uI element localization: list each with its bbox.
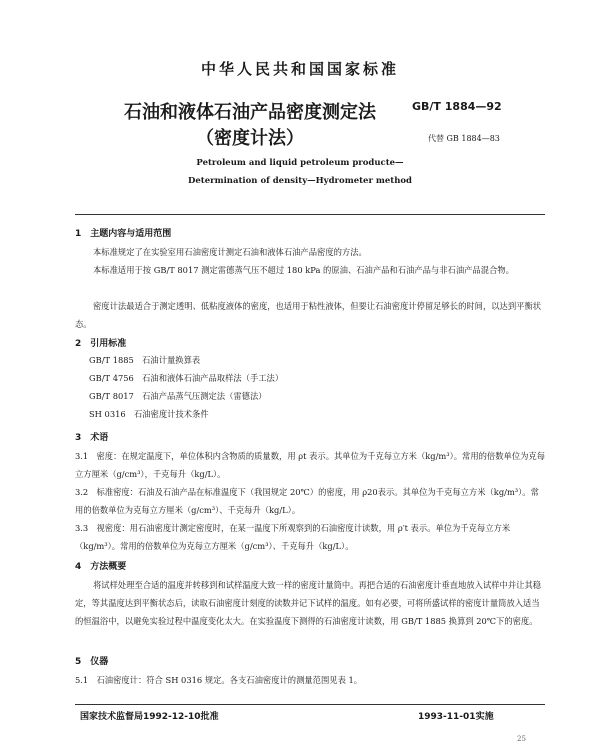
english-title-line1: Petroleum and liquid petroleum producte— [196,158,404,168]
section-1-paragraph-2: 本标准适用于按 GB/T 8017 测定雷德蒸气压不超过 180 kPa 的原油、石油产品和石油产品与非石油产品混合物。 [93,265,514,275]
section-1-paragraph-3: 密度计法最适合于测定透明、低粘度液体的密度，也适用于粘性液体，但要让石油密度计停留足够长的时间，以达到平衡状态。 [75,301,542,329]
section-4-heading: 4 方法概要 [75,562,127,572]
reference-item: GB/T 8017 石油产品蒸气压测定法（雷德法） [89,391,267,401]
page-number: 25 [517,735,526,743]
section-3-heading: 3 术语 [75,433,109,443]
section-2-heading: 2 引用标准 [75,339,127,349]
section-1-paragraph-1: 本标准规定了在实验室用石油密度计测定石油和液体石油产品密度的方法。 [93,247,367,257]
reference-item: SH 0316 石油密度计技术条件 [89,409,209,419]
instrument-hydrometer: 5.1 石油密度计：符合 SH 0316 规定。各支石油密度计的测量范围见表 1。 [75,675,363,685]
standard-number: GB/T 1884—92 [412,100,502,113]
header-divider [75,214,545,215]
implementation-date: 1993-11-01实施 [418,712,494,722]
english-title-line2: Determination of density—Hydrometer method [187,176,413,186]
document-subtitle: （密度计法） [196,128,304,149]
reference-item: GB/T 4756 石油和液体石油产品取样法（手工法） [89,373,284,383]
section-1-heading: 1 主题内容与适用范围 [75,229,172,239]
reference-item: GB/T 1885 石油计量换算表 [89,355,201,365]
section-5-heading: 5 仪器 [75,657,109,667]
replaces-standard: 代替 GB 1884—83 [428,134,500,143]
term-apparent-density: 3.3 视密度：用石油密度计测定密度时，在某一温度下所观察到的石油密度计读数，用 ρ′t 表示。单位为千克每立方米（kg/m³）。常用的倍数单位为克每立方厘米（g/cm³）、千克每升（kg/L）。 [75,523,511,551]
term-density: 3.1 密度：在规定温度下，单位体积内含物质的质量数，用 ρt 表示。其单位为千克每立方米（kg/m³）。常用的倍数单位为克每立方厘米（g/cm³），千克每升（kg/L）。 [75,451,546,479]
section-4-paragraph: 将试样处理至合适的温度并转移到和试样温度大致一样的密度计量筒中。再把合适的石油密度计垂直地放入试样中并让其稳定，等其温度达到平衡状态后，读取石油密度计刻度的读数并记下试样的温度。如有必要，可将所盛试样的密度计量筒放入适当的恒温浴中，以避免实验过程中温度变化太大。在实验温度下测得的石油密度计读数，用 GB/T 1885 换算到 20℃下的密度。 [75,580,542,626]
term-standard-density: 3.2 标准密度：石油及石油产品在标准温度下（我国规定 20℃）的密度，用 ρ20表示。其单位为千克每立方米（kg/m³）。常用的倍数单位为克每立方厘米（g/cm³）、千克每升（kg/L）。 [75,487,539,515]
document-title: 石油和液体石油产品密度测定法 [124,102,376,123]
national-standard-label: 中华人民共和国国家标准 [200,60,399,78]
approval-date: 国家技术监督局1992-12-10批准 [80,712,219,722]
footer-divider [75,704,545,705]
